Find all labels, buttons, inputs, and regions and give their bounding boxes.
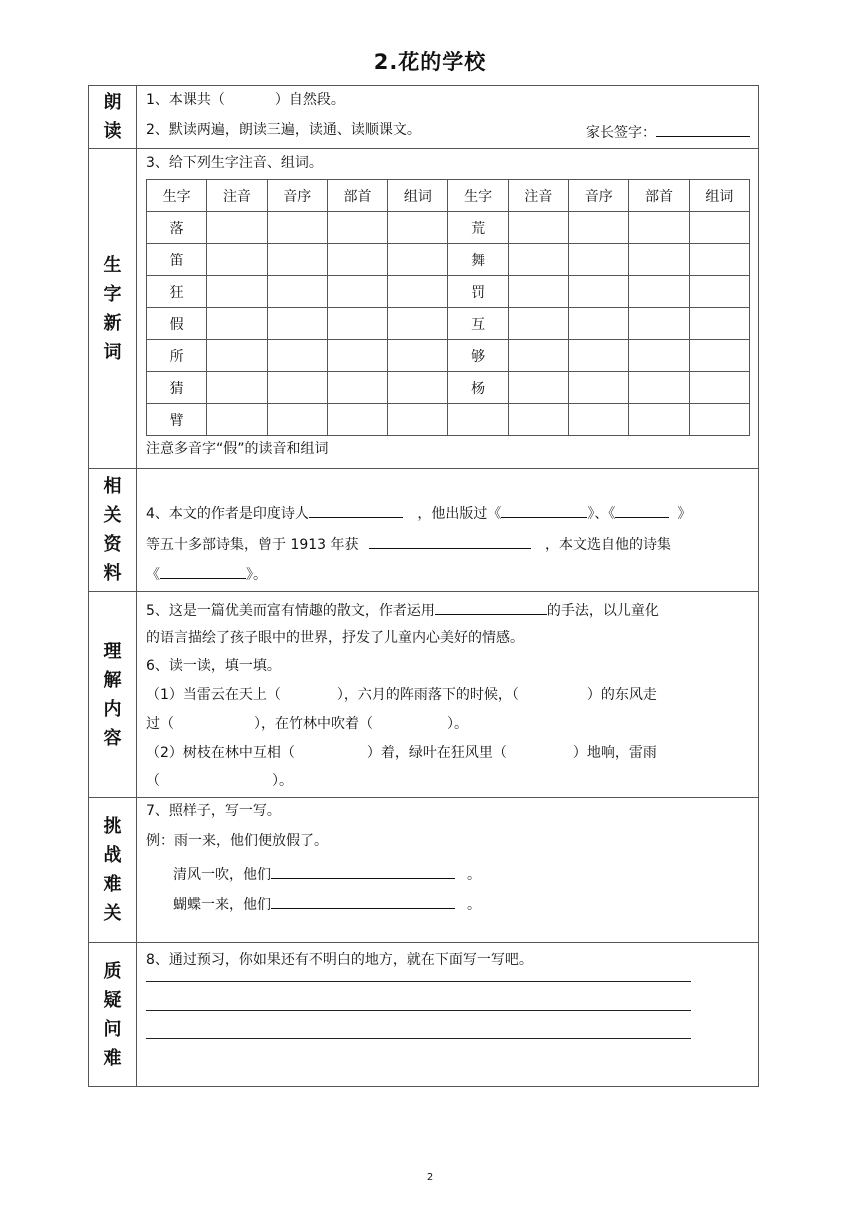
- character-cell: 杨: [448, 372, 508, 404]
- grid-header-cell: 部首: [629, 180, 689, 212]
- answer-line[interactable]: [146, 1010, 691, 1011]
- answer-cell[interactable]: [207, 340, 267, 372]
- grid-header-cell: 组词: [689, 180, 749, 212]
- answer-line[interactable]: [146, 1038, 691, 1039]
- grid-row: [147, 244, 750, 276]
- character-cell: 所: [147, 340, 207, 372]
- section-challenge: [89, 798, 758, 943]
- question-6-2-line-1: （2）树枝在林中互相（ ）着，绿叶在狂风里（ ）地响，雷雨: [146, 745, 657, 761]
- answer-cell[interactable]: [569, 404, 629, 436]
- answer-cell[interactable]: [207, 276, 267, 308]
- sentence-1-blank[interactable]: [271, 862, 455, 879]
- answer-cell[interactable]: [629, 244, 689, 276]
- answer-line[interactable]: [146, 981, 691, 982]
- answer-cell[interactable]: [267, 340, 327, 372]
- character-cell: [448, 404, 508, 436]
- answer-cell[interactable]: [327, 276, 387, 308]
- answer-cell[interactable]: [207, 308, 267, 340]
- section-label: 生字新词: [89, 149, 137, 468]
- character-cell: 假: [147, 308, 207, 340]
- answer-cell[interactable]: [388, 372, 448, 404]
- answer-cell[interactable]: [689, 404, 749, 436]
- answer-cell[interactable]: [508, 308, 568, 340]
- sentence-2-blank[interactable]: [271, 892, 455, 909]
- character-cell: 臂: [147, 404, 207, 436]
- grid-row: [147, 404, 750, 436]
- section-label: 质疑问难: [89, 943, 137, 1086]
- question-6-1-line-1: （1）当雷云在天上（ ），六月的阵雨落下的时候，（ ）的东风走: [146, 687, 657, 703]
- grid-row: [147, 340, 750, 372]
- answer-cell[interactable]: [327, 244, 387, 276]
- character-cell: 互: [448, 308, 508, 340]
- question-2: 2、默读两遍，朗读三遍，读通、读顺课文。: [146, 122, 421, 138]
- answer-cell[interactable]: [327, 404, 387, 436]
- answer-cell[interactable]: [689, 212, 749, 244]
- answer-cell[interactable]: [388, 212, 448, 244]
- answer-cell[interactable]: [508, 372, 568, 404]
- page-number: 2: [426, 1172, 434, 1183]
- section-label: 理解内容: [89, 592, 137, 797]
- answer-cell[interactable]: [267, 404, 327, 436]
- answer-cell[interactable]: [689, 244, 749, 276]
- grid-header-cell: 部首: [327, 180, 387, 212]
- question-6-2-line-2: （ ）。: [146, 773, 293, 789]
- answer-cell[interactable]: [569, 212, 629, 244]
- answer-cell[interactable]: [267, 372, 327, 404]
- answer-cell[interactable]: [569, 244, 629, 276]
- character-cell: 荒: [448, 212, 508, 244]
- section-label: 朗读: [89, 86, 137, 148]
- answer-cell[interactable]: [327, 308, 387, 340]
- answer-cell[interactable]: [388, 308, 448, 340]
- answer-cell[interactable]: [629, 276, 689, 308]
- grid-header-cell: 注音: [508, 180, 568, 212]
- section-questions: [89, 943, 758, 1086]
- answer-cell[interactable]: [327, 340, 387, 372]
- answer-cell[interactable]: [629, 404, 689, 436]
- book-2-blank[interactable]: [615, 501, 669, 518]
- answer-cell[interactable]: [508, 212, 568, 244]
- character-cell: 够: [448, 340, 508, 372]
- character-cell: 笛: [147, 244, 207, 276]
- character-cell: 狂: [147, 276, 207, 308]
- polyphone-note: 注意多音字“假”的读音和组词: [146, 441, 329, 457]
- book-1-blank[interactable]: [501, 501, 587, 518]
- question-6: 6、读一读，填一填。: [146, 658, 281, 674]
- answer-cell[interactable]: [388, 404, 448, 436]
- grid-header-row: [147, 180, 750, 212]
- answer-cell[interactable]: [327, 212, 387, 244]
- sentence-1: 清风一吹，他们 。: [173, 862, 752, 885]
- question-1: 1、本课共（ ）自然段。: [146, 92, 345, 108]
- technique-blank[interactable]: [435, 598, 547, 615]
- grid-row: [147, 308, 750, 340]
- question-4-line-1: 4、本文的作者是印度诗人 ，他出版过《 》、《 》: [146, 501, 752, 524]
- answer-cell[interactable]: [629, 372, 689, 404]
- answer-cell[interactable]: [689, 372, 749, 404]
- answer-cell[interactable]: [689, 276, 749, 308]
- answer-cell[interactable]: [569, 372, 629, 404]
- grid-row: [147, 372, 750, 404]
- example-sentence: 例：雨一来，他们便放假了。: [146, 833, 328, 849]
- answer-cell[interactable]: [508, 340, 568, 372]
- answer-cell[interactable]: [508, 244, 568, 276]
- grid-header-cell: 音序: [267, 180, 327, 212]
- answer-cell[interactable]: [689, 340, 749, 372]
- character-cell: 猜: [147, 372, 207, 404]
- grid-row: [147, 276, 750, 308]
- answer-cell[interactable]: [629, 212, 689, 244]
- question-3: 3、给下列生字注音、组词。: [146, 155, 323, 171]
- section-understanding: [89, 592, 758, 798]
- character-grid: [146, 179, 750, 436]
- answer-cell[interactable]: [327, 372, 387, 404]
- question-4-line-2: 等五十多部诗集，曾于 1913 年获 ，本文选自他的诗集: [146, 532, 752, 555]
- answer-cell[interactable]: [388, 276, 448, 308]
- answer-cell[interactable]: [267, 244, 327, 276]
- answer-cell[interactable]: [569, 340, 629, 372]
- question-7: 7、照样子，写一写。: [146, 803, 281, 819]
- grid-header-cell: 生字: [147, 180, 207, 212]
- answer-cell[interactable]: [629, 340, 689, 372]
- parent-signature: 家长签字：: [586, 120, 750, 143]
- page-title: 2.花的学校: [373, 50, 487, 74]
- answer-cell[interactable]: [629, 308, 689, 340]
- grid-header-cell: 音序: [569, 180, 629, 212]
- answer-cell[interactable]: [267, 308, 327, 340]
- character-cell: 罚: [448, 276, 508, 308]
- answer-cell[interactable]: [569, 276, 629, 308]
- question-5-line-2: 的语言描绘了孩子眼中的世界，抒发了儿童内心美好的情感。: [146, 630, 524, 646]
- answer-cell[interactable]: [207, 372, 267, 404]
- section-label: 相关资料: [89, 469, 137, 591]
- author-blank[interactable]: [309, 501, 403, 518]
- answer-cell[interactable]: [207, 244, 267, 276]
- grid-header-cell: 注音: [207, 180, 267, 212]
- answer-cell[interactable]: [508, 404, 568, 436]
- worksheet-table: [88, 85, 759, 1087]
- prize-blank[interactable]: [369, 532, 531, 549]
- question-6-1-line-2: 过（ ），在竹林中吹着（ ）。: [146, 716, 468, 732]
- answer-cell[interactable]: [388, 340, 448, 372]
- collection-blank[interactable]: [160, 562, 246, 579]
- answer-cell[interactable]: [207, 404, 267, 436]
- character-cell: 舞: [448, 244, 508, 276]
- section-materials: [89, 469, 758, 592]
- answer-cell[interactable]: [569, 308, 629, 340]
- answer-cell[interactable]: [689, 308, 749, 340]
- section-reading: [89, 86, 758, 149]
- question-8: 8、通过预习，你如果还有不明白的地方，就在下面写一写吧。: [146, 952, 533, 968]
- question-5-line-1: 5、这是一篇优美而富有情趣的散文，作者运用 的手法，以儿童化: [146, 598, 752, 621]
- sentence-2: 蝴蝶一来，他们 。: [173, 892, 752, 915]
- grid-header-cell: 生字: [448, 180, 508, 212]
- section-label: 挑战难关: [89, 798, 137, 942]
- answer-cell[interactable]: [388, 244, 448, 276]
- answer-cell[interactable]: [267, 212, 327, 244]
- answer-cell[interactable]: [267, 276, 327, 308]
- question-4-line-3: 《 》。: [146, 562, 752, 585]
- answer-cell[interactable]: [207, 212, 267, 244]
- signature-blank[interactable]: [656, 120, 750, 137]
- grid-row: [147, 212, 750, 244]
- grid-header-cell: 组词: [388, 180, 448, 212]
- character-cell: 落: [147, 212, 207, 244]
- answer-cell[interactable]: [508, 276, 568, 308]
- section-new-words: [89, 149, 758, 469]
